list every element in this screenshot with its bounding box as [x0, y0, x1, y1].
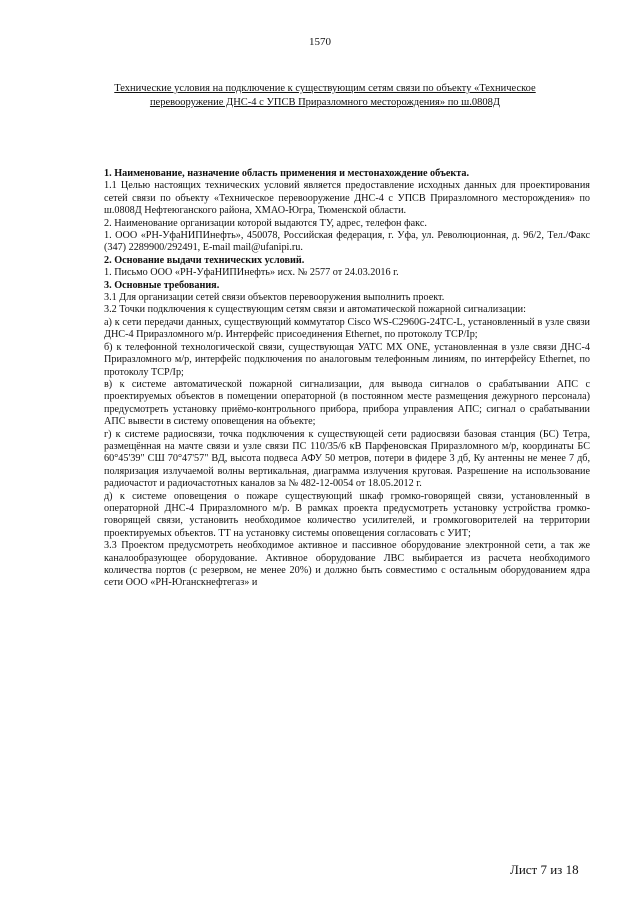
- section-heading: 3. Основные требования.: [104, 279, 220, 291]
- section-heading: 1. Наименование, назначение область применения и местонахождение объекта.: [104, 168, 470, 179]
- paragraph: г) к системе радиосвязи, точка подключения к существующей сети радиосвязи базовая станция (БС) Тетра, размещённая на мачте связи и узле связи ПС 110/35/6 кВ Парфеновская Приразломного м/р, координаты БС 60°45'39" СШ 70°47'57" ВД, высота подвеса АФУ 50 метров, потери в фидере 3 дб, Ку антенны не менее 7 дб, поляризация излучаемой волны вертикальная, диаграмма излучения круговая. Разрешение на использование радиочастот и радиочастотных каналов за № 482-12-0054 от 18.05.2012 г.: [104, 428, 590, 490]
- paragraph: д) к системе оповещения о пожаре существующий шкаф громко-говорящей связи, установленный в операторной ДНС-4 Приразломного м/р. В рамках проекта предусмотреть установку устройства громко-говорящей связи, установить необходимое количество усилителей, и громкоговорителей на территории проектируемых объектов. ТТ на установку системы оповещения согласовать с УИТ;: [104, 490, 590, 539]
- paragraph: 3.1 Для организации сетей связи объектов перевооружения выполнить проект.: [104, 292, 445, 304]
- document-title: Технические условия на подключение к существующим сетям связи по объекту «Техническое перевооружение ДНС-4 с УПСВ Приразломного месторождения» по ш.0808Д: [114, 83, 536, 108]
- paragraph: 1. ООО «РН-УфаНИПИнефть», 450078, Российская федерация, г. Уфа, ул. Революционная, д. 96/2, Тел./Факс (347) 2289900/292491, E-mail mail@ufanipi.ru.: [104, 230, 590, 254]
- paragraph: 1.1 Целью настоящих технических условий является предоставление исходных данных для проектирования сетей связи по объекту «Техническое перевооружение ДНС-4 с УПСВ Приразломного месторождения» по ш.0808Д Нефтеюганского района, ХМАО-Югра, Тюменской области.: [104, 180, 590, 217]
- paragraph: 2. Наименование организации которой выдаются ТУ, адрес, телефон факс.: [104, 217, 427, 229]
- paragraph: а) к сети передачи данных, существующий коммутатор Cisco WS-C2960G-24TC-L, установленный в узле связи ДНС-4 Приразломного м/р. Интерфейс присоединения Ethernet, по протоколу TCP/Ip;: [104, 316, 590, 341]
- paragraph: в) к системе автоматической пожарной сигнализации, для вывода сигналов о срабатывании АПС с проектируемых объектов в помещении операторной (в постоянном месте размещения дежурного персонала) предусмотреть установку приёмо-контрольного прибора, прибора управления АПС; сигнал о срабатывании АПС вывести в систему оповещения на объекте;: [104, 378, 590, 428]
- paragraph: 1. Письмо ООО «РН-УфаНИПИнефть» исх. № 2577 от 24.03.2016 г.: [104, 267, 399, 279]
- document-body: [104, 168, 590, 590]
- paragraph: 3.2 Точки подключения к существующим сетям связи и автоматической пожарной сигнализации:: [104, 304, 526, 316]
- paragraph: 3.3 Проектом предусмотреть необходимое активное и пассивное оборудование электронной сети, а так же каналообразующее оборудование. Активное оборудование ЛВС выбирается из расчета необходимого количества портов (с резервом, не менее 20%) и должно быть совместимо с остальным оборудованием ядра сети ООО «РН-Юганскнефтегаз» и: [104, 540, 590, 589]
- page-number: 1570: [309, 36, 331, 48]
- section-heading: 2. Основание выдачи технических условий.: [104, 254, 305, 266]
- sheet-number: Лист 7 из 18: [510, 862, 579, 877]
- paragraph: б) к телефонной технологической связи, существующая УАТС MX ONE, установленная в узле связи ДНС-4 Приразломного м/р, интерфейс подключения по аналоговым телефонным линиям, по интерфейсу Ethernet, по протоколу TCP/Ip;: [104, 341, 590, 378]
